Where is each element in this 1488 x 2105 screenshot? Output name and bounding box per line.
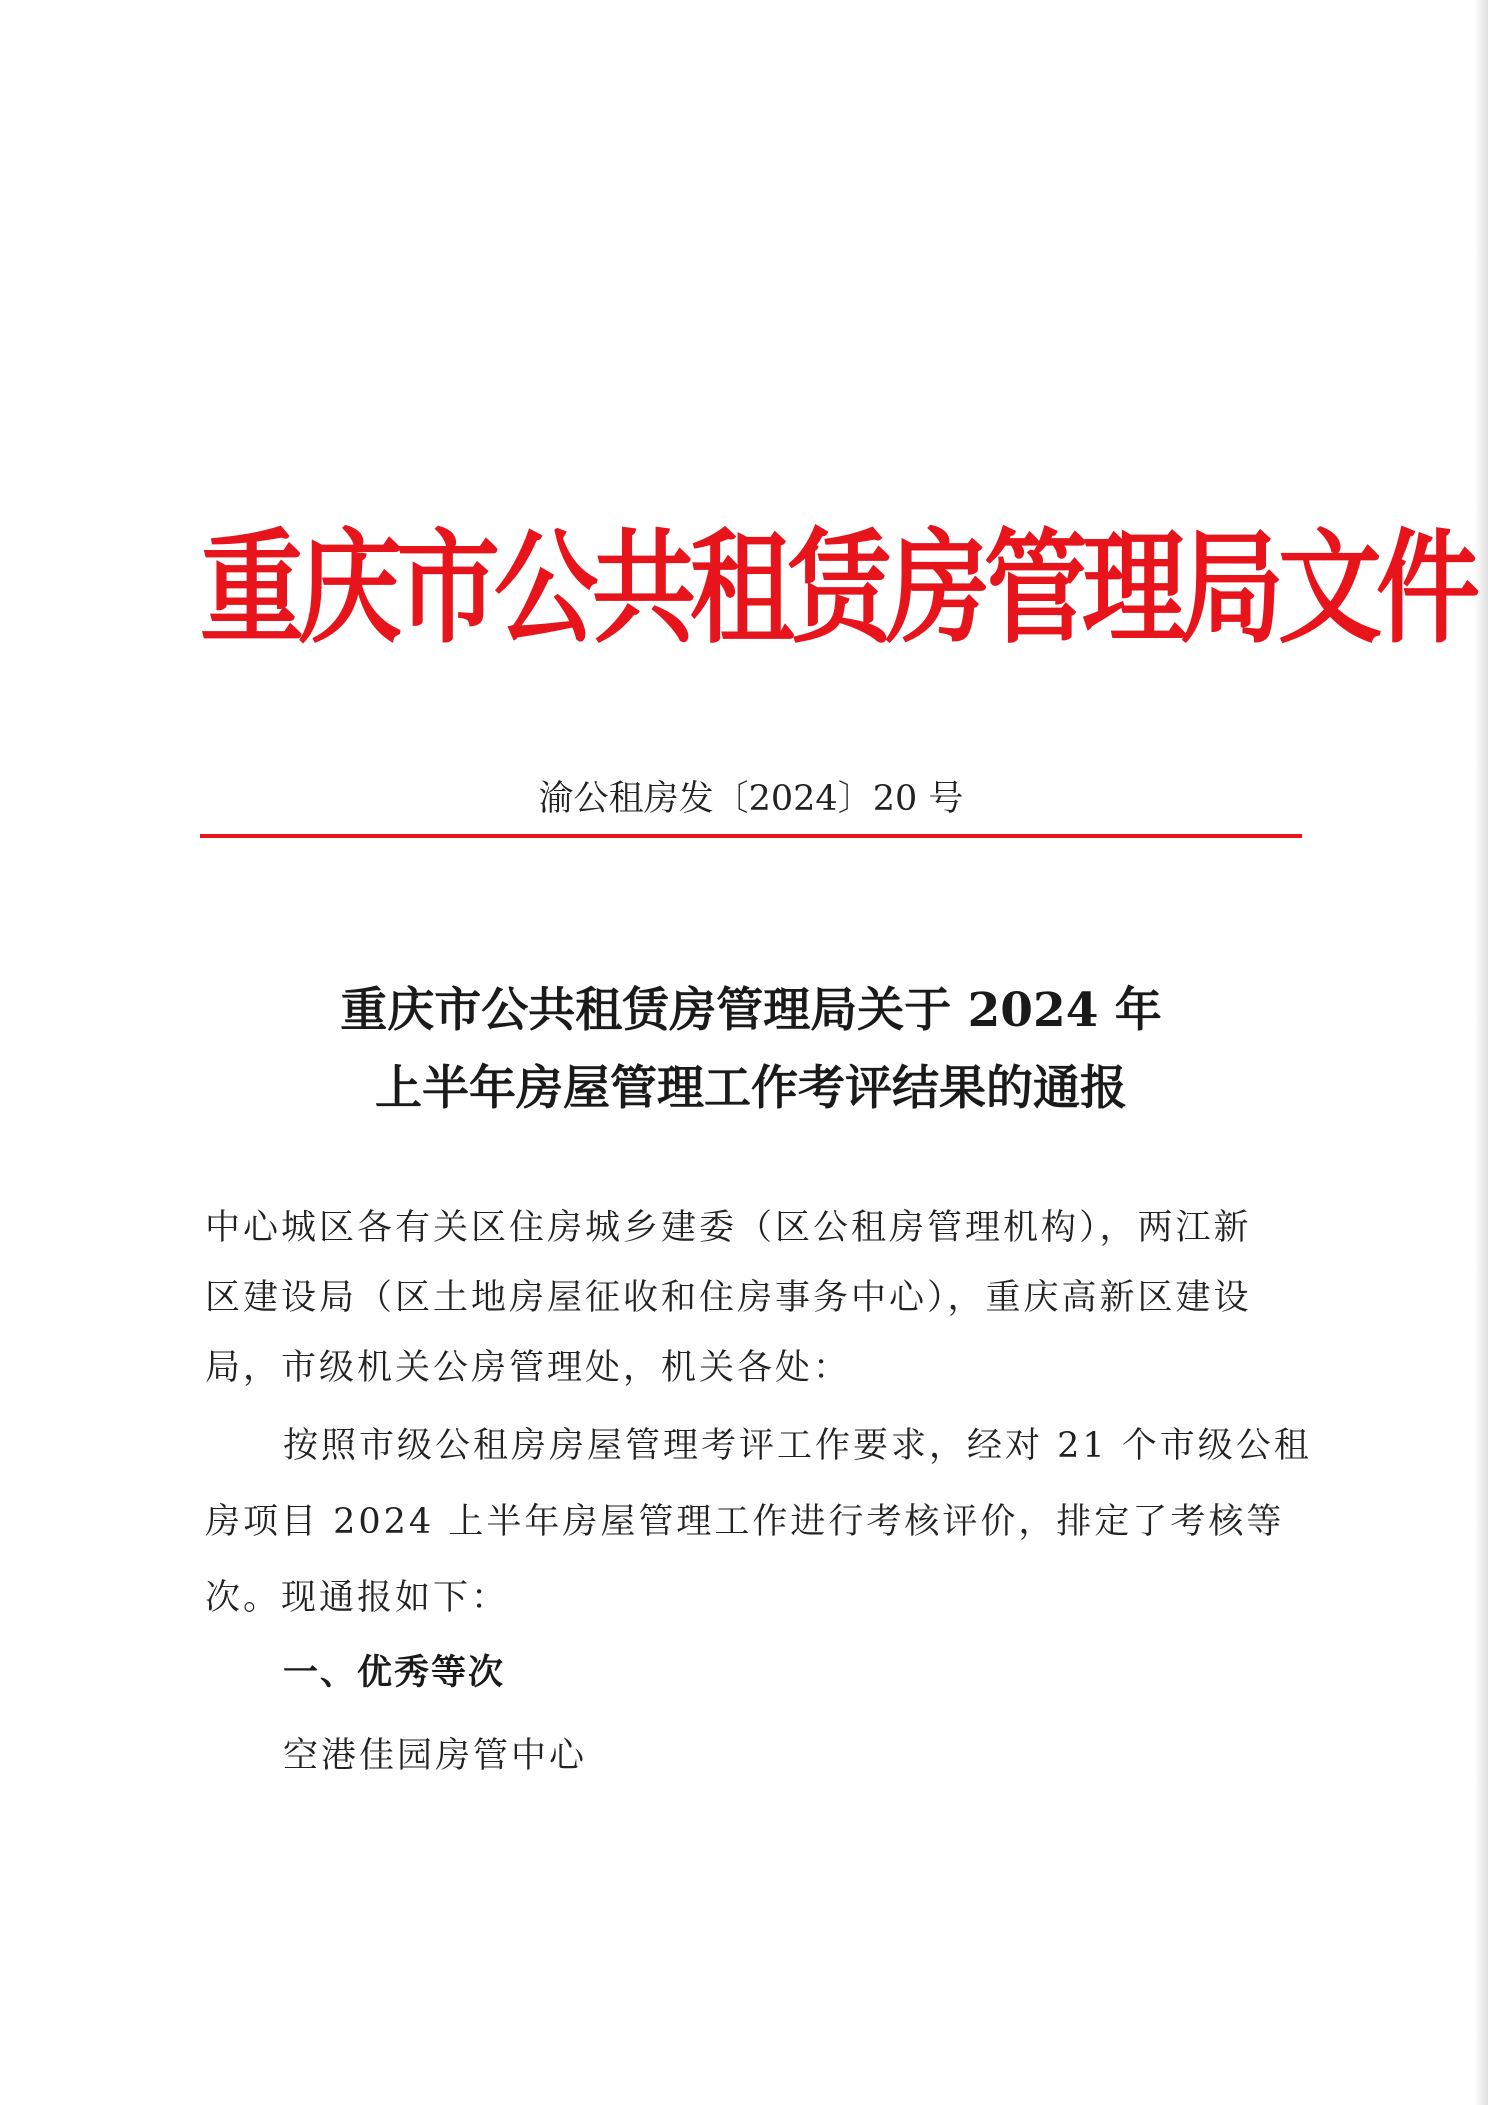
intro-line-1: 按照市级公租房房屋管理考评工作要求，经对 21 个市级公租 [283, 1426, 1312, 1466]
intro-line-3: 次。现通报如下： [205, 1578, 510, 1618]
letterhead-title: 重庆市公共租赁房管理局文件 [200, 516, 1475, 661]
addressee-line-2: 区建设局（区土地房屋征收和住房事务中心），重庆高新区建设 [205, 1278, 1252, 1318]
section-item: 空港佳园房管中心 [283, 1736, 588, 1776]
document-title-line-1: 重庆市公共租赁房管理局关于 2024 年 [340, 983, 1162, 1038]
red-divider-line [200, 834, 1302, 838]
page-edge-shadow [1474, 0, 1488, 2105]
addressee-line-3: 局，市级机关公房管理处，机关各处： [205, 1348, 852, 1388]
document-number: 渝公租房发〔2024〕20 号 [538, 779, 964, 819]
document-title [200, 972, 1302, 1128]
document-title-line-2: 上半年房屋管理工作考评结果的通报 [375, 1061, 1127, 1116]
section-heading-excellent: 一、优秀等次 [283, 1653, 506, 1693]
addressee-line-1: 中心城区各有关区住房城乡建委（区公租房管理机构），两江新 [205, 1208, 1252, 1248]
intro-line-2: 房项目 2024 上半年房屋管理工作进行考核评价，排定了考核等 [205, 1502, 1285, 1542]
